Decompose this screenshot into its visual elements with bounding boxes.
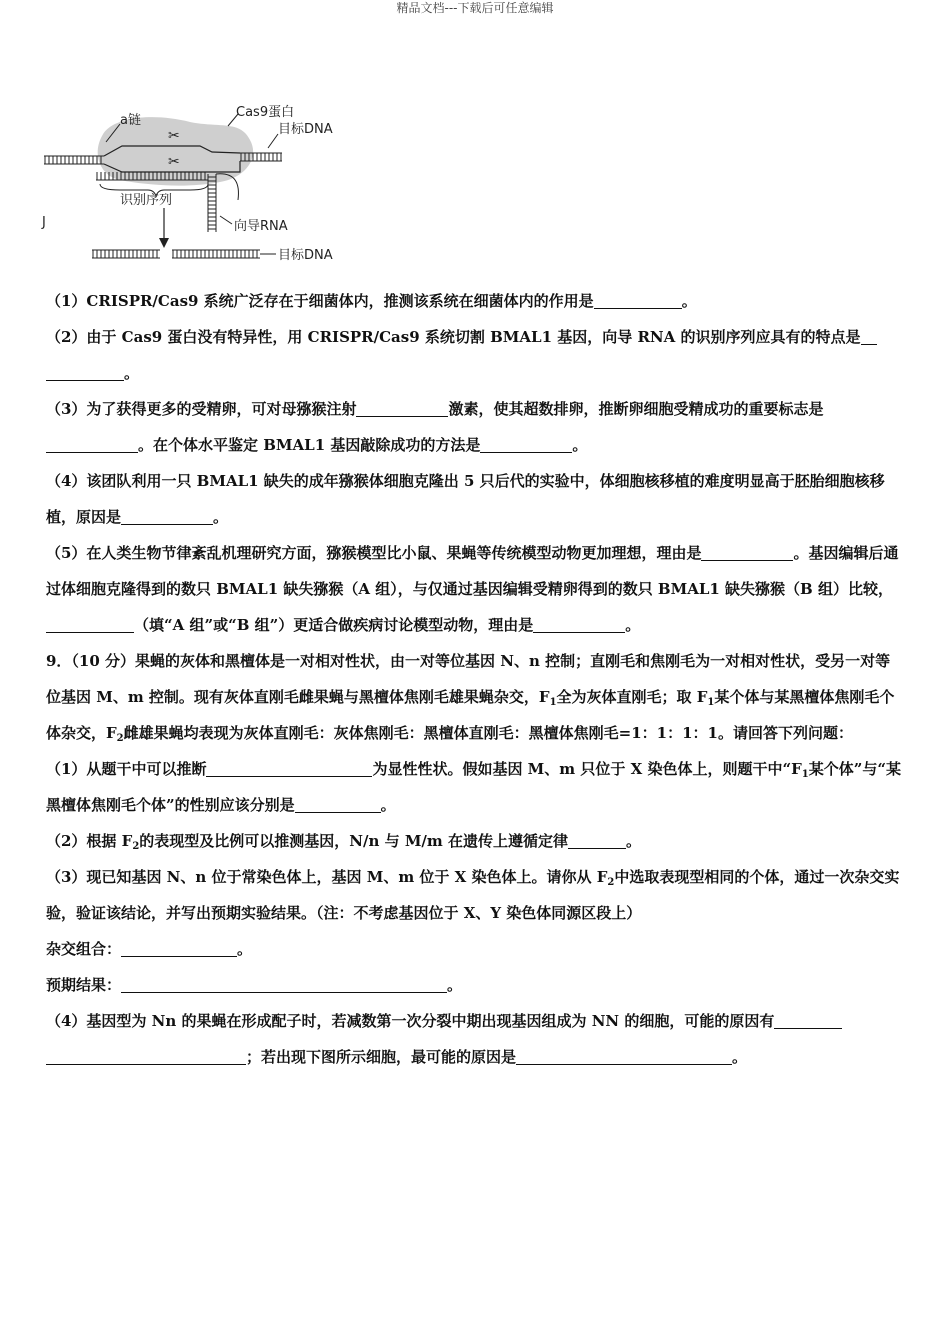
q9-part2: （2）根据 $F_2$的表现型及比例可以推测基因，N/n 与 M/m 在遗传上遵循定律 。 <box>46 832 642 852</box>
cut-dna-left <box>92 250 160 258</box>
label-target-dna-bottom: 目标DNA <box>278 248 333 263</box>
guide-rna-stem <box>208 174 216 232</box>
recognition-sequence <box>96 172 208 180</box>
q8-part3: （3）为了获得更多的受精卵，可对母猕猴注射 激素，使其超数排卵，推断卵细胞受精成功的重要标志是 。在个体水平鉴定 BMAL1 基因敲除成功的方法是 。 <box>46 400 824 454</box>
label-a-chain: a链 <box>120 113 141 128</box>
q8-part2: （2）由于 Cas9 蛋白没有特异性，用 CRISPR/Cas9 系统切割 BMAL1 基因，向导 RNA 的识别序列应具有的特点是 。 <box>46 319 904 391</box>
q9-result: 预期结果： 。 <box>46 976 463 994</box>
q9-part1: （1）从题干中可以推断 为显性性状。假如基因 M、m 只位于 X 染色体上，则题干中“$F_1$某个体”与“某黑檀体焦刚毛个体”的性别应该分别是 。 <box>46 760 901 814</box>
label-cas9: Cas9蛋白 <box>236 105 295 120</box>
target-dna-top-left <box>44 156 104 164</box>
target-dna-top-right <box>240 153 282 161</box>
question-content <box>46 283 904 1075</box>
page-header: 精品文档---下载后可任意编辑 <box>396 1 554 15</box>
cut-dna-right <box>172 250 260 258</box>
q9-intro: 9．（10 分）果蝇的灰体和黑檀体是一对相对性状，由一对等位基因 N、n 控制；直刚毛和焦刚毛为一对相对性状，受另一对等位基因 M、m 控制。现有灰体直刚毛雌果蝇与黑檀体焦刚毛雄果蝇杂交，$F_1$全为灰体直刚毛；取 $F_1$某个体与某黑檀体焦刚毛个体杂交，$F_2$雌雄果蝇均表现为灰体直刚毛：灰体焦刚毛：黑檀体直刚毛：黑檀体焦刚毛=1：1：1：1。请回答下列问题： <box>46 652 895 744</box>
label-target-dna-top: 目标DNA <box>278 122 333 137</box>
arrow-down-icon <box>159 238 169 248</box>
q9-part4: （4）基因型为 Nn 的果蝇在形成配子时，若减数第一次分裂中期出现基因组成为 NN 的细胞，可能的原因有 ；若出现下图所示细胞，最可能的原因是 。 <box>46 1003 904 1075</box>
q9-cross: 杂交组合： 。 <box>46 940 253 958</box>
scissors-icon: ✂ <box>168 154 180 170</box>
q9-part3: （3）现已知基因 N、n 位于常染色体上，基因 M、m 位于 X 染色体上。请你从 $F_2$中选取表现型相同的个体，通过一次杂交实验，验证该结论，并写出预期实验结果。（注：不考虑基因位于 X、Y 染色体同源区段上） <box>46 868 900 922</box>
q8-part4: （4）该团队利用一只 BMAL1 缺失的成年猕猴体细胞克隆出 5 只后代的实验中，体细胞核移植的难度明显高于胚胎细胞核移植，原因是 。 <box>46 472 885 526</box>
scissors-icon: ✂ <box>168 128 180 144</box>
label-guide-rna: 向导RNA <box>234 219 288 234</box>
label-left-mark: J <box>42 215 46 230</box>
crispr-cas9-diagram <box>40 100 360 270</box>
q8-part5: （5）在人类生物节律紊乱机理研究方面，猕猴模型比小鼠、果蝇等传统模型动物更加理想，理由是 。基因编辑后通过体细胞克隆得到的数只 BMAL1 缺失猕猴（A 组），与仅通过基因编辑受精卵得到的数只 BMAL1 缺失猕猴（B 组）比较，（填“A 组”或“B 组”）更适合做疾病讨论模型动物，理由是 。 <box>46 544 899 634</box>
q8-part1: （1）CRISPR/Cas9 系统广泛存在于细菌体内，推测该系统在细菌体内的作用是 。 <box>46 292 697 310</box>
label-recognition: 识别序列 <box>120 193 173 208</box>
